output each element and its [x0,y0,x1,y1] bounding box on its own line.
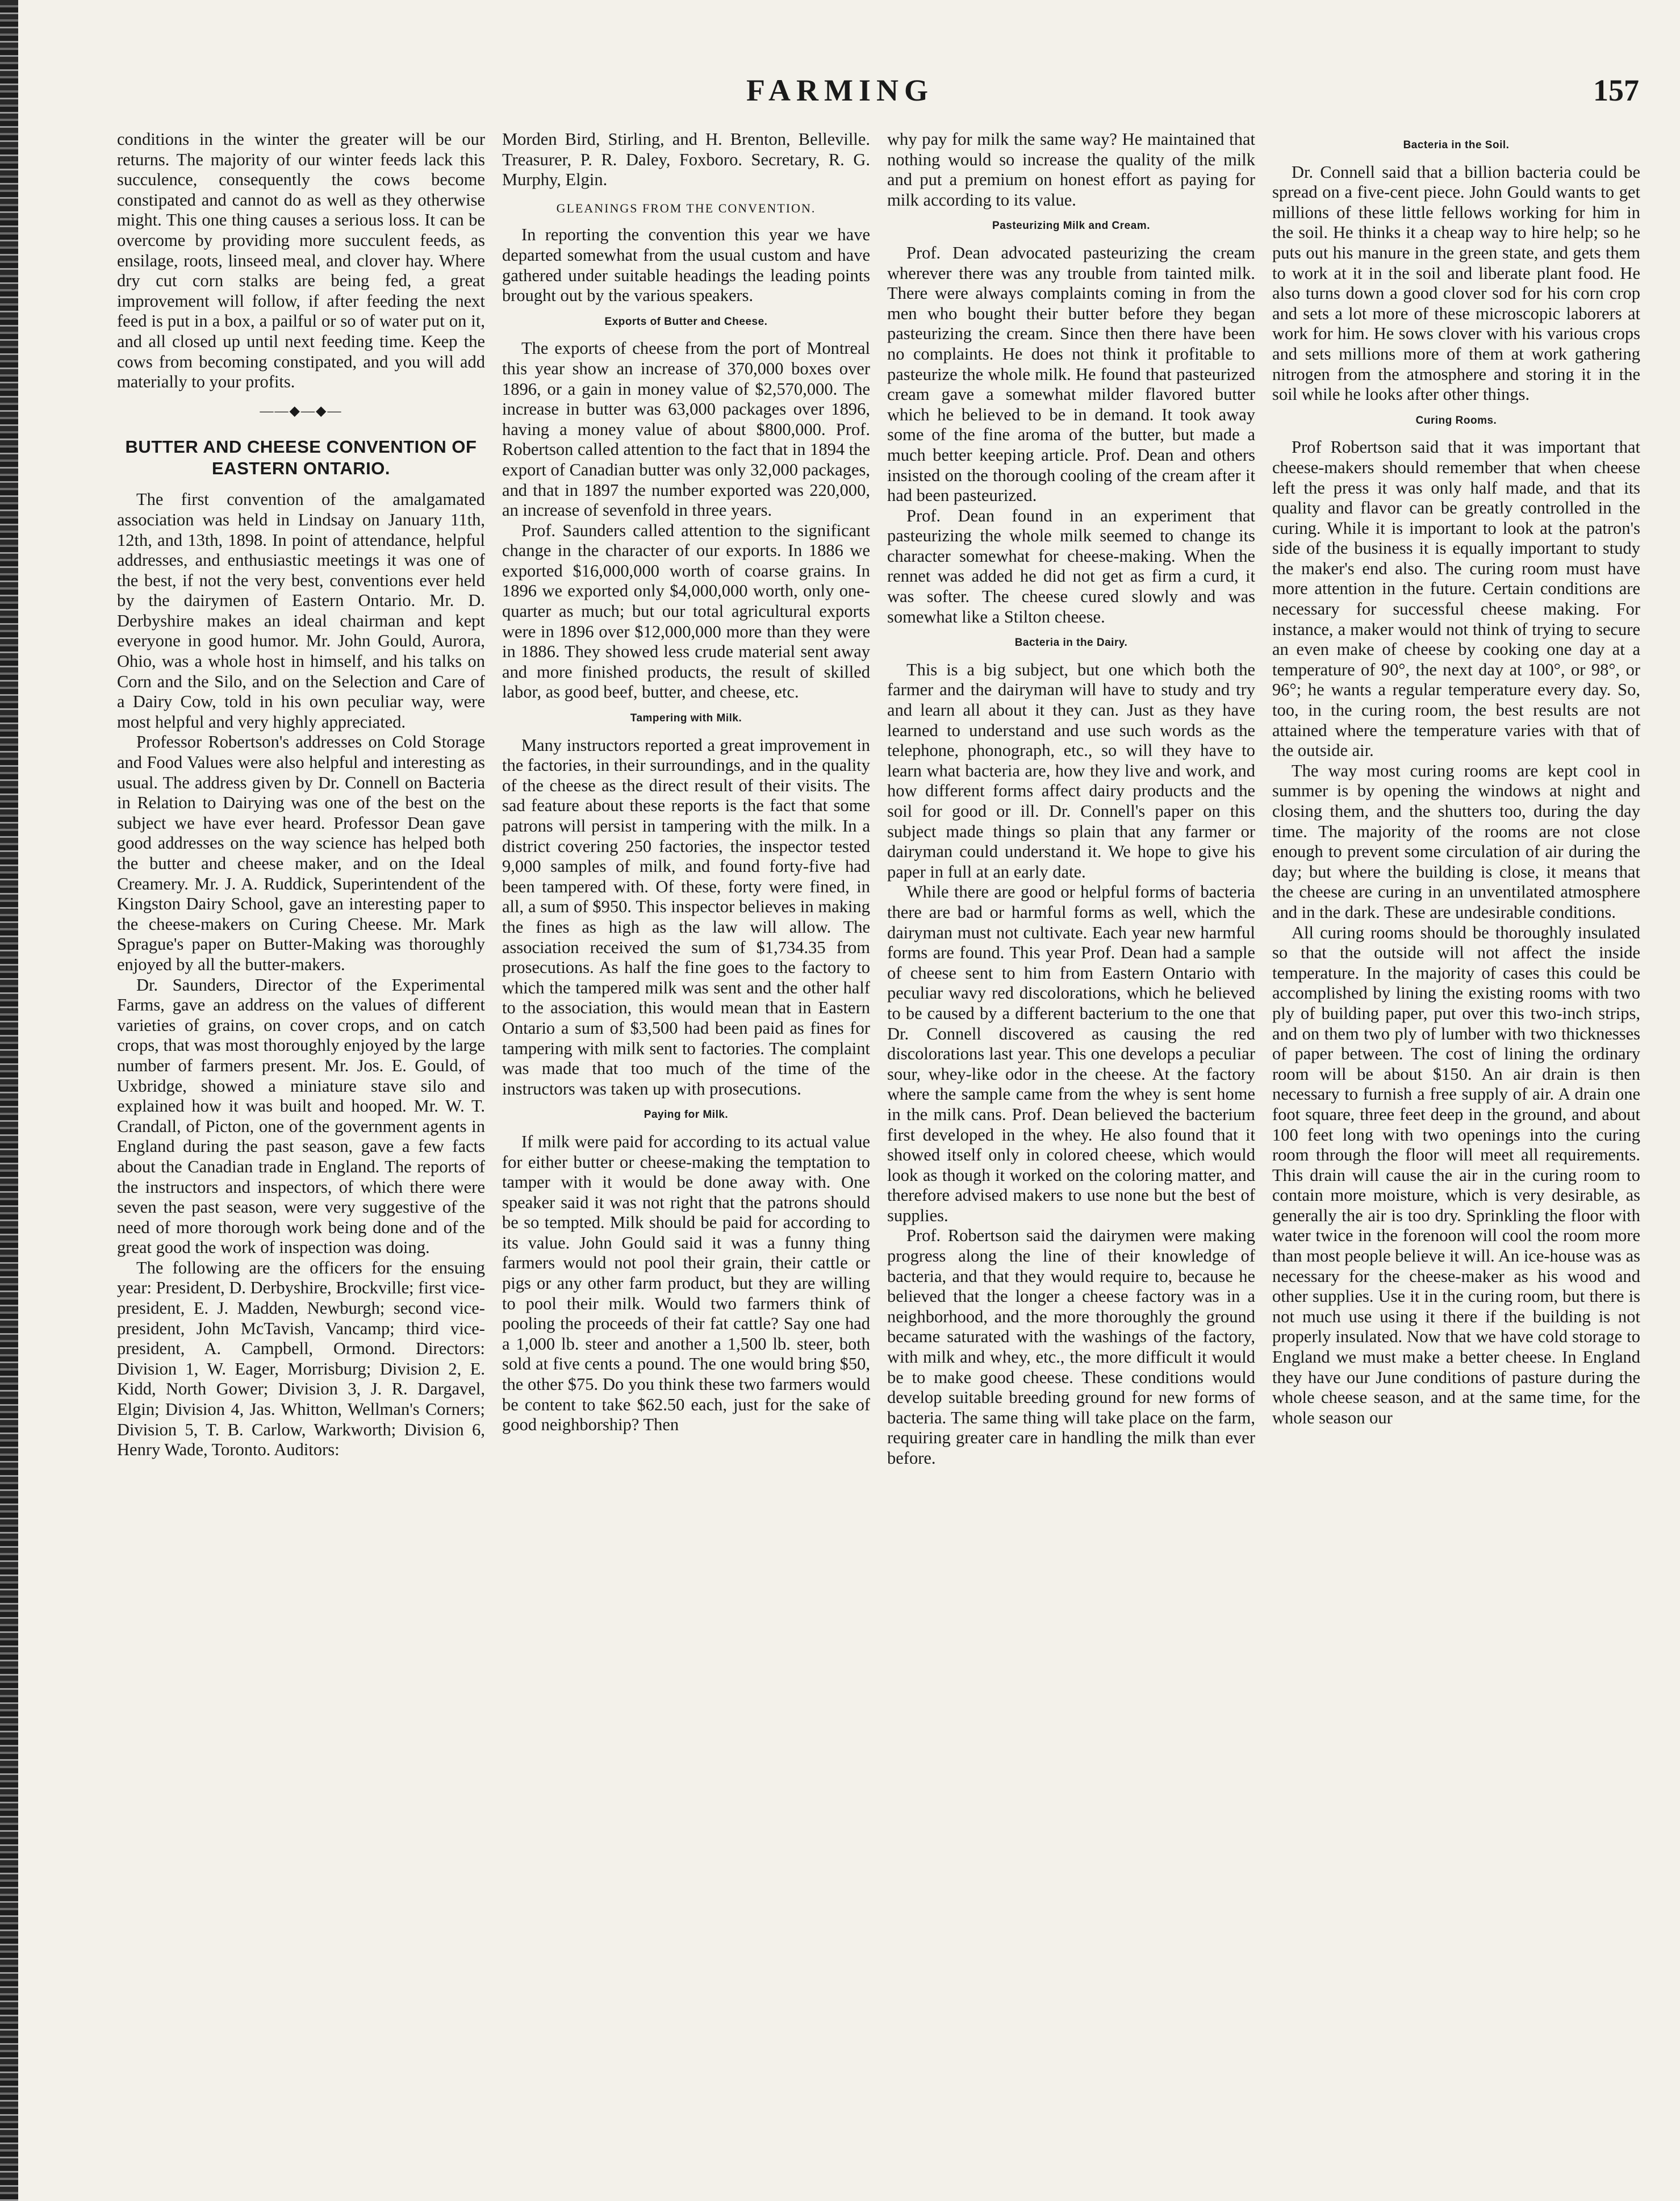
paragraph: Dr. Saunders, Director of the Experimental Farms, gave an address on the values of different varieties of grains, on cover crops, and on catch crops, that was most thoroughly enjoyed by the large number of farmers present. Mr. Jos. E. Gould, of Uxbridge, showed a miniature stave silo and explained how it was built and hooped. Mr. W. T. Crandall, of Picton, one of the government agents in England during the past season, gave a few facts about the Canadian trade in England. The reports of the instructors and inspectors, of which there were seven the past season, were very suggestive of the need of more thorough work being done and of the great good the work of inspection was doing. [117,975,485,1258]
article-heading: BUTTER AND CHEESE CONVENTION OF EASTERN ONTARIO. [125,437,477,479]
column-2 [502,130,870,2163]
paragraph: Many instructors reported a great improvement in the factories, in their surroundings, and in the quality of the cheese as the direct result of their visits. The sad feature about these reports is the fact that some patrons will persist in tampering with the milk. In a district covering 250 factories, the inspector tested 9,000 samples of milk, and found forty-five had been tampered with. Of these, forty were fined, in all, a sum of $950. This inspector believes in making the fines as high as the law will allow. The association received the sum of $1,734.35 from prosecutions. As half the fine goes to the factory to which the tampered milk was sent and the other half to the association, this would mean that in Eastern Ontario a sum of $3,500 had been paid as fines for tampering with milk sent to factories. The complaint was made that too much of the time of the instructors was taken up with prosecutions. [502,735,870,1099]
paragraph: Prof. Saunders called attention to the significant change in the character of our exports. In 1886 we exported $16,000,000 worth of coarse grains. In 1896 we exported only $4,000,000 worth, only one-quarter as much; but our total agricultural exports were in 1896 over $12,000,000 more than they were in 1886. They showed less crude material sent away and more finished products, the result of skilled labor, as good beef, butter, and cheese, etc. [502,520,870,702]
section-divider: ——◆—◆— [260,403,342,419]
paragraph: All curing rooms should be thoroughly insulated so that the outside will not affect the inside temperature. In the majority of cases this could be accomplished by lining the existing rooms with two ply of building paper, put over this two-inch strips, and on them two ply of lumber with two thicknesses of paper between. The cost of lining the ordinary room will be about $150. An air drain is then necessary to furnish a free supply of air. A drain one foot square, three feet deep in the ground, and about 100 feet long with two openings into the curing room through the floor will meet all requirements. This drain will cause the air in the curing room to contain more moisture, which is very desirable, as generally the air is too dry. Sprinkling the floor with water twice in the forenoon will cool the room more than most people believe it will. An ice-house was as necessary for the cheese-maker as his wood and other supplies. Use it in the curing room, but there is not much use using it there if the building is not properly insulated. Now that we have cold storage to England we must make a better cheese. In England they have our June conditions of pasture during the whole cheese season, and at the same time, for the whole season our [1272,922,1640,1427]
paragraph: Prof. Robertson said the dairymen were making progress along the line of their knowledge of bacteria, and that they would require to, because he believed that the longer a cheese factory was in a neighborhood, and the more thoroughly the ground became saturated with the washings of the factory, with milk and whey, etc., the more difficult it would be to make good cheese. These conditions would develop suitable breeding ground for new forms of bacteria. The same thing will take place on the farm, requiring greater care in handling the milk than ever before. [887,1226,1255,1468]
paragraph: The exports of cheese from the port of Montreal this year show an increase of 370,000 boxes over 1896, or a gain in money value of $2,570,000. The increase in butter was 63,000 packages over 1896, having a money value of about $800,000. Prof. Robertson called attention to the fact that in 1894 the export of Canadian butter was only 32,000 packages, and that in 1897 the number exported was 220,000, an increase of sevenfold in three years. [502,339,870,520]
page-number: 157 [1593,73,1639,107]
paragraph: Prof. Dean found in an experiment that pasteurizing the whole milk seemed to change its character somewhat for cheese-making. When the rennet was added he did not get as firm a curd, it was softer. The cheese cured slowly and was somewhat like a Stilton cheese. [887,506,1255,627]
paragraph: The way most curing rooms are kept cool in summer is by opening the windows at night and closing them, and the shutters too, during the day time. The majority of the rooms are not close enough to prevent some circulation of air during the day; but where the building is close, it means that the cheese are curing in an unventilated atmosphere and in the dark. These are undesirable conditions. [1272,761,1640,922]
column-4 [1272,130,1640,2163]
paragraph: Prof. Dean advocated pasteurizing the cream wherever there was any trouble from tainted milk. There were always complaints coming in from the men who bought their butter before they began pasteurizing the cream. Since then there have been no complaints. He does not think it profitable to pasteurize the whole milk. He found that pasteurized cream gave a somewhat milder flavored butter which he believed to be in demand. It took away some of the fine aroma of the butter, but made a much better keeping article. Prof. Dean and others insisted on the thorough cooling of the cream after it had been pasteurized. [887,243,1255,506]
column-1 [117,130,485,2163]
paragraph: conditions in the winter the greater will be our returns. The majority of our winter feeds lack this succulence, consequently the cows become constipated and cannot do as well as they otherwise might. This one thing causes a serious loss. It can be overcome by providing more succulent feeds, as ensilage, roots, linseed meal, and clover hay. Where dry cut corn stalks are being fed, a great improvement will follow, if after feeding the next feed is put in a box, a pailful or so of water put on it, and all closed up until next feeding time. Keep the cows from becoming constipated, and you will add materially to your profits. [117,130,485,392]
paragraph: Morden Bird, Stirling, and H. Brenton, Belleville. Treasurer, P. R. Daley, Foxboro. Secretary, R. G. Murphy, Elgin. [502,130,870,190]
section-heading: GLEANINGS FROM THE CONVENTION. [556,201,816,215]
paragraph: The first convention of the amalgamated association was held in Lindsay on January 11th, 12th, and 13th, 1898. In point of attendance, helpful addresses, and enthusiastic meetings it was one of the best, if not the very best, conventions ever held by the dairymen of Eastern Ontario. Mr. D. Derbyshire makes an ideal chairman and kept everyone in good humor. Mr. John Gould, Aurora, Ohio, was a whole host in himself, and his talks on Corn and the Silo, and on the Selection and Care of a Dairy Cow, told in his own peculiar way, were most helpful and very highly appreciated. [117,490,485,732]
paragraph: Professor Robertson's addresses on Cold Storage and Food Values were also helpful and interesting as usual. The address given by Dr. Connell on Bacteria in Relation to Dairying was one of the best on the subject we have ever heard. Professor Dean gave good addresses on the way science has helped both the butter and cheese maker, and on the Ideal Creamery. Mr. J. A. Ruddick, Superintendent of the Kingston Dairy School, gave an interesting paper to the cheese-makers on Curing Cheese. Mr. Mark Sprague's paper on Butter-Making was thoroughly enjoyed by all the butter-makers. [117,732,485,974]
page-binding-edge [0,0,18,2201]
paragraph: Prof Robertson said that it was important that cheese-makers should remember that when cheese left the press it was only half made, and that its quality and flavor can be greatly controlled in the curing. While it is important to look at the patron's side of the business it is equally important to study the maker's end also. The curing room must have more attention in the future. Certain conditions are necessary for successful cheese making. For instance, a maker would not think of trying to secure an even make of cheese by cooking one day at a temperature of 90°, the next day at 100°, or 98°, or 96°; he wants a regular temperature every day. So, too, in the curing room, the best results are not attained where the temperature varies with that of the outside air. [1272,437,1640,761]
subheading: Bacteria in the Dairy. [1014,637,1128,649]
paragraph: This is a big subject, but one which both the farmer and the dairyman will have to study and try and learn all about it they can. Just as they have learned to understand and use such words as the telephone, phonograph, etc., so will they have to learn what bacteria are, how they live and work, and how different forms affect dairy products and the soil for good or ill. Dr. Connell's paper on this subject made things so plain that any farmer or dairyman could understand it. We hope to give his paper in full at an early date. [887,659,1255,882]
subheading: Curing Rooms. [1415,414,1497,427]
paragraph: If milk were paid for according to its actual value for either butter or cheese-making the temptation to tamper with it would be done away with. One speaker said it was not right that the patrons should be so tempted. Milk should be paid for according to its value. John Gould said it was a funny thing farmers would not pool their grain, their cattle or pigs or any other farm product, but they are willing to pool their milk. Would two farmers think of pooling the proceeds of their fat cattle? Say one had a 1,000 lb. steer and another a 1,500 lb. steer, both sold at five cents a pound. The one would bring $50, the other $75. Do you think these two farmers would be content to take $62.50 each, just for the sake of good neighborship? Then [502,1131,870,1435]
paragraph: While there are good or helpful forms of bacteria there are bad or harmful forms as well, which the dairyman must not cultivate. Each year new harmful forms are found. This year Prof. Dean had a sample of cheese sent to him from Eastern Ontario with peculiar wavy red discolorations, which he believed to be caused by a different bacterium to the one that Dr. Connell discovered as causing the red discolorations last year. This one develops a peculiar sour, whey-like odor in the cheese. At the factory where the sample came from the whey is sent home in the milk cans. Prof. Dean believed the bacterium first developed in the whey. He also found that it showed itself only in colored cheese, which would look as though it worked on the coloring matter, and therefore advised makers to use none but the best of supplies. [887,882,1255,1225]
paragraph: In reporting the convention this year we have departed somewhat from the usual custom and have gathered under suitable headings the leading points brought out by the various speakers. [502,225,870,306]
subheading: Bacteria in the Soil. [1403,139,1510,151]
paragraph: Dr. Connell said that a billion bacteria could be spread on a five-cent piece. John Gould wants to get millions of these little fellows working for him in the soil. He thinks it a cheap way to hire help; so he puts out his manure in the green state, and gets them to work at it in the soil and liberate plant food. He also turns down a good clover sod for his corn crop and sets a lot more of these microscopic laborers at work for him. He sows clover with his various crops and sets millions more of them at work gathering nitrogen from the atmosphere and storing it in the soil while he looks after other things. [1272,162,1640,404]
paragraph: The following are the officers for the ensuing year: President, D. Derbyshire, Brockville; first vice-president, E. J. Madden, Newburgh; second vice-president, John McTavish, Vancamp; third vice-president, A. Campbell, Ormond. Directors: Division 1, W. Eager, Morrisburg; Division 2, E. Kidd, North Gower; Division 3, J. R. Dargavel, Elgin; Division 4, Jas. Whitton, Wellman's Corners; Division 5, T. B. Carlow, Warkworth; Division 6, Henry Wade, Toronto. Auditors: [117,1258,485,1460]
subheading: Tampering with Milk. [630,712,742,725]
paragraph: why pay for milk the same way? He maintained that nothing would so increase the quality of the milk and put a premium on honest effort as paying for milk according to its value. [887,130,1255,210]
subheading: Pasteurizing Milk and Cream. [992,220,1150,232]
subheading: Exports of Butter and Cheese. [604,315,768,328]
running-header-title: FARMING [746,73,934,107]
subheading: Paying for Milk. [643,1109,729,1121]
column-3 [887,130,1255,2163]
